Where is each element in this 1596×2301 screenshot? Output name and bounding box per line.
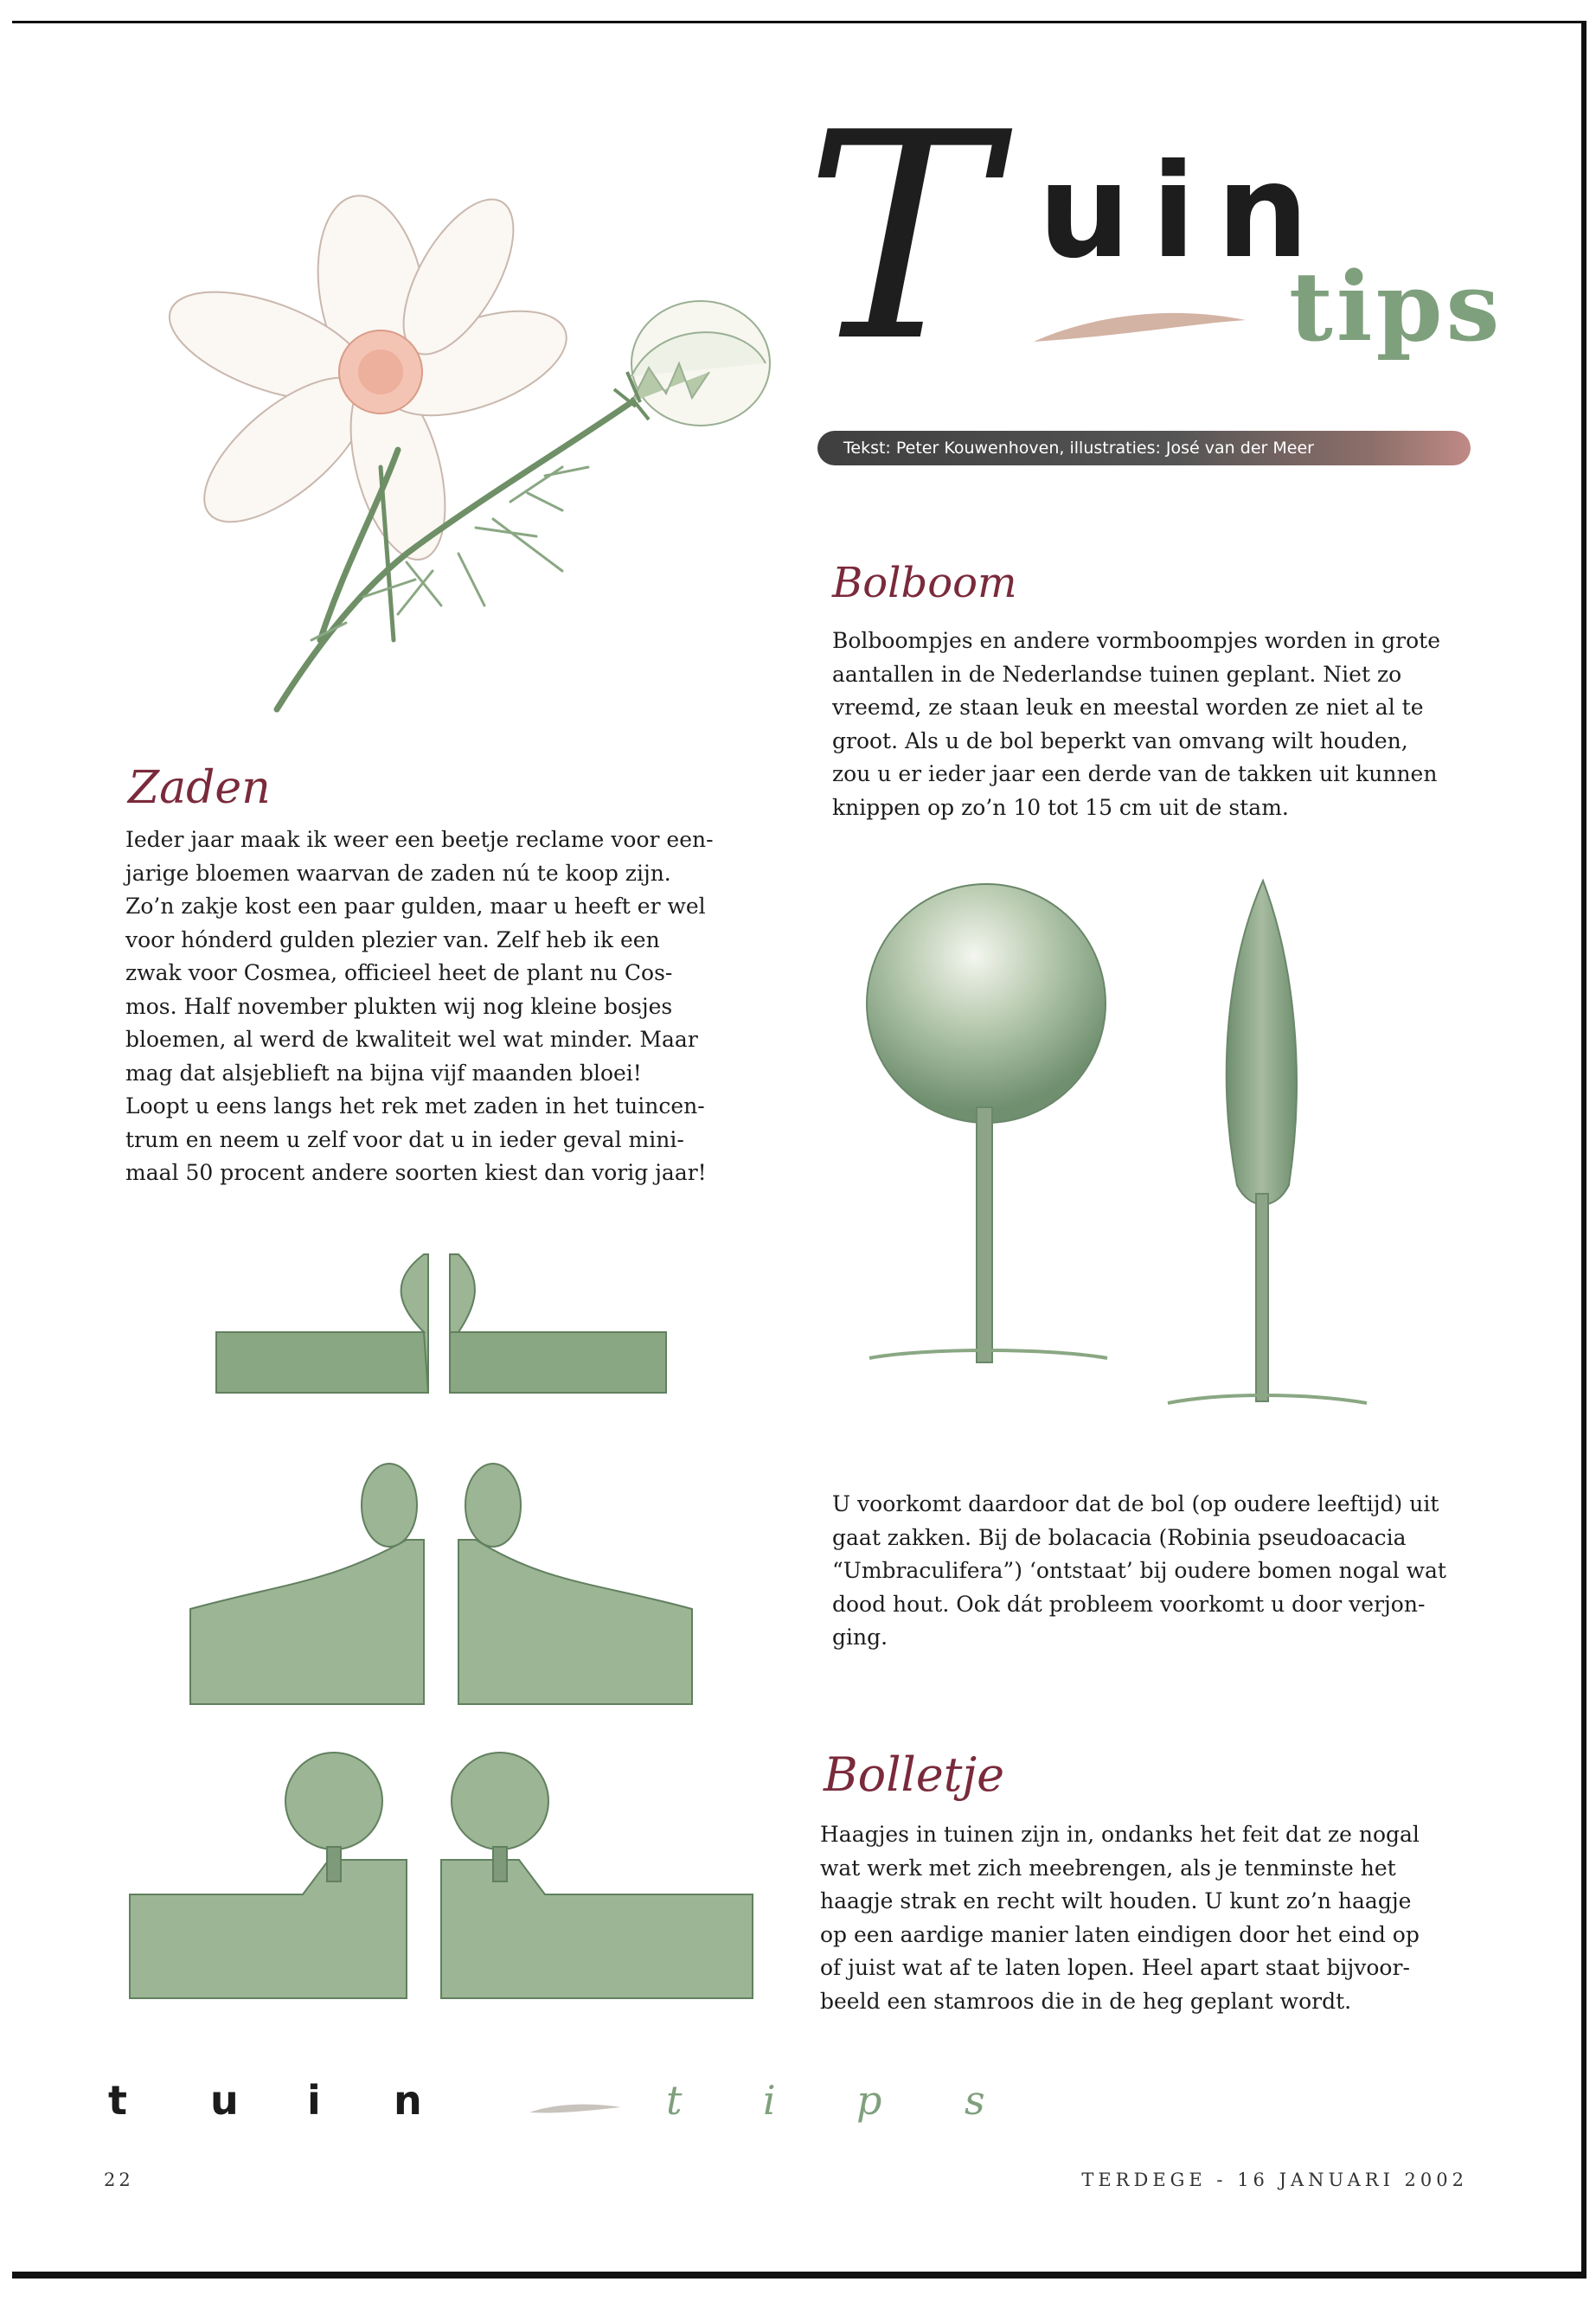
footer-letter-i: i: [307, 2077, 321, 2124]
section-heading-zaden: Zaden: [128, 762, 271, 814]
footer-letter-u: u: [210, 2077, 239, 2124]
brush-stroke-decoration: [1029, 294, 1254, 355]
title-initial: T: [804, 72, 996, 404]
section-heading-bolboom: Bolboom: [832, 559, 1017, 607]
topiary-trees-illustration: [856, 874, 1393, 1427]
footer-letter-p: p: [856, 2077, 882, 2124]
title-word: uin: [1038, 137, 1330, 287]
footer-letter-n: n: [394, 2077, 422, 2124]
footer-letter-t2: t: [666, 2077, 683, 2124]
footer-letter-i2: i: [763, 2077, 776, 2124]
footer-brush-stroke: [528, 2100, 623, 2118]
section-body-bolletje: Haagjes in tuinen zijn in, ondanks het feit dat ze nogal wat werk met zich meebrengen, als je tenminste het haagje strak en recht wilt houden. U kunt zo’n haagje op een aardige manier laten eindigen door het eind op of juist wat af te laten lopen. Heel apart staat bijvoor- beeld een stamroos die in de heg geplant wordt.: [820, 1822, 1420, 2014]
hedge-ends-illustration: [130, 1254, 770, 2033]
publication-date: TERDEGE - 16 JANUARI 2002: [1081, 2170, 1468, 2190]
footer-letter-s: s: [965, 2077, 985, 2124]
title-tips: tips: [1289, 251, 1503, 362]
section-heading-bolletje: Bolletje: [824, 1747, 1005, 1802]
section-body-zaden: Ieder jaar maak ik weer een beetje reclame voor een- jarige bloemen waarvan de zaden nú te koop zijn. Zo’n zakje kost een paar gulden, maar u heeft er wel voor hónderd gulden plezier van. Zelf heb ik een zwak voor Cosmea, officieel heet de plant nu Cos- mos. Half november plukten wij nog kleine bosjes bloemen, al werd de kwaliteit wel wat minder. Maar mag dat alsjeblieft na bijna vijf maanden bloei! Loopt u eens langs het rek met zaden in het tuincen- trum en neem u zelf voor dat u in ieder geval mini- maal 50 procent andere soorten kiest dan vorig jaar!: [125, 827, 714, 1185]
page-number: 22: [104, 2170, 134, 2190]
section-body-bolboom-continued: U voorkomt daardoor dat de bol (op oudere leeftijd) uit gaat zakken. Bij de bolacacia (Robinia pseudoacacia “Umbraculifera”) ‘ontstaat’ bij oudere bomen nogal wat dood hout. Ook dát probleem voorkomt u door verjon- ging.: [832, 1491, 1446, 1650]
credit-bar: Tekst: Peter Kouwenhoven, illustraties: José van der Meer: [817, 431, 1471, 465]
section-body-bolboom: Bolboompjes en andere vormboompjes worden in grote aantallen in de Nederlandse tuinen geplant. Niet zo vreemd, ze staan leuk en meestal worden ze niet al te groot. Als u de bol beperkt van omvang wilt houden, zou u er ieder jaar een derde van de takken uit kunnen knippen op zo’n 10 tot 15 cm uit de stam.: [832, 628, 1441, 820]
footer-letter-t: t: [108, 2077, 127, 2124]
cosmos-flower-illustration: [147, 190, 787, 744]
